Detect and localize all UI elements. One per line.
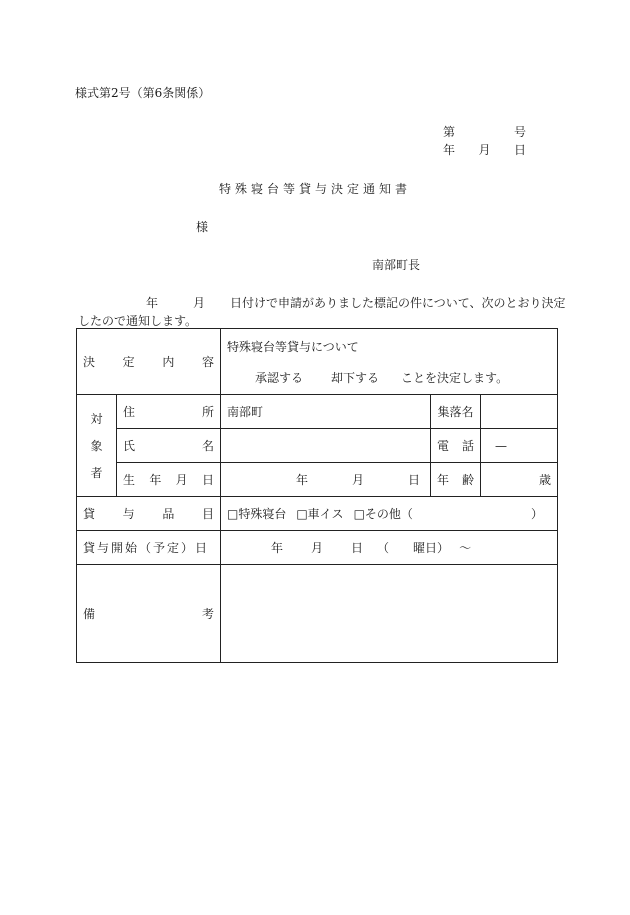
reject-option[interactable]: 却下する — [331, 370, 380, 385]
form-id: 様式第2号（第6条関係） — [75, 86, 211, 100]
date-day: 日 — [513, 143, 526, 157]
birth-value[interactable]: 年 月 日 — [221, 463, 431, 497]
remarks-label: 備 考 — [77, 565, 221, 663]
name-row — [77, 429, 558, 463]
notice-line-2: したので通知します。 — [78, 314, 198, 328]
decision-line-2 — [227, 369, 551, 386]
document-title: 特殊寝台等貸与決定通知書 — [218, 182, 411, 196]
notice-year: 年 — [146, 296, 159, 310]
remarks-row — [77, 565, 558, 663]
start-label: 貸与開始（予定）日 — [77, 531, 221, 565]
village-label: 集落名 — [431, 395, 481, 429]
issue-date — [443, 141, 526, 158]
notice-line-1 — [146, 294, 566, 311]
address-row — [77, 395, 558, 429]
decision-row — [77, 329, 558, 395]
issuer: 南部町長 — [372, 258, 421, 272]
birth-row — [77, 463, 558, 497]
decision-line-1: 特殊寝台等貸与について — [227, 339, 359, 354]
recipient-suffix: 様 — [196, 220, 209, 234]
remarks-value[interactable] — [221, 565, 558, 663]
item-wheelchair-checkbox[interactable]: □車イス — [296, 507, 344, 521]
village-value[interactable] — [481, 395, 558, 429]
address-label: 住 所 — [117, 395, 221, 429]
items-label: 貸 与 品 目 — [77, 497, 221, 531]
notice-month: 月 — [193, 296, 206, 310]
age-label: 年 齢 — [431, 463, 481, 497]
age-value[interactable]: 歳 — [481, 463, 558, 497]
date-month: 月 — [478, 143, 491, 157]
name-label: 氏 名 — [117, 429, 221, 463]
name-value[interactable] — [221, 429, 431, 463]
start-value[interactable]: 年 月 日 （ 曜日） ～ — [221, 531, 558, 565]
phone-value[interactable]: — — [481, 429, 558, 463]
decision-table — [76, 328, 558, 663]
item-other-checkbox[interactable]: □その他（ — [353, 507, 413, 521]
subject-label: 対 象 者 — [77, 395, 117, 497]
approve-option[interactable]: 承認する — [255, 370, 304, 385]
decision-content — [221, 329, 558, 395]
items-row — [77, 497, 558, 531]
address-value[interactable]: 南部町 — [221, 395, 431, 429]
birth-label: 生 年 月 日 — [117, 463, 221, 497]
document-number — [443, 123, 526, 140]
number-suffix: 号 — [513, 125, 526, 139]
decision-label: 決 定 内 容 — [77, 329, 221, 395]
notice-text: 日付けで申請がありました標記の件について、次のとおり決定 — [230, 296, 566, 310]
start-row — [77, 531, 558, 565]
items-value — [221, 497, 558, 531]
decision-tail: ことを決定します。 — [401, 370, 509, 385]
date-year: 年 — [443, 143, 456, 157]
item-other-close: ） — [531, 507, 544, 521]
item-special-bed-checkbox[interactable]: □特殊寝台 — [227, 507, 287, 521]
phone-label: 電 話 — [431, 429, 481, 463]
number-prefix: 第 — [443, 125, 456, 139]
